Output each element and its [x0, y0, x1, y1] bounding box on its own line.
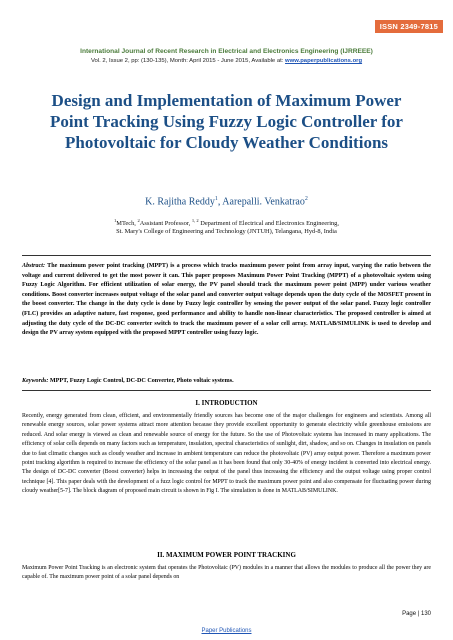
footer-link[interactable]: Paper Publications	[201, 628, 252, 634]
authors-line	[0, 196, 453, 207]
author-2-sup: 2	[304, 196, 308, 202]
aff-sup-3: 1, 2	[191, 218, 199, 223]
journal-name: International Journal of Recent Research in Electrical and Electronics Engineering (IJRREEE)	[80, 48, 373, 55]
page-number: Page | 130	[402, 611, 431, 617]
author-separator: ,	[217, 196, 223, 208]
paper-title: Design and Implementation of Maximum Power Point Tracking Using Fuzzy Logic Controller for Photovoltaic for Cloudy Weather Conditions	[50, 91, 403, 152]
volume-info	[0, 58, 453, 64]
author-1: K. Rajitha Reddy	[145, 196, 215, 208]
volume-text: Vol. 2, Issue 2, pp: (130-135), Month: April 2015 - June 2015, Available at:	[90, 58, 284, 64]
issn-badge: ISSN 2349-7815	[375, 20, 443, 33]
aff-role-2: Assistant Professor,	[139, 220, 192, 228]
author-1-sup: 1	[214, 196, 218, 202]
abstract-label: Abstract:	[22, 263, 46, 269]
keywords-text: MPPT, Fuzzy Logic Control, DC-DC Converter, Photo voltaic systems.	[48, 378, 234, 384]
abstract-top-rule	[22, 255, 431, 256]
affiliation-line-1	[0, 218, 453, 227]
aff-dept: Department of Electrical and Electronics Engineering,	[198, 220, 339, 228]
aff-sup-1: 1	[114, 218, 117, 223]
author-2: Aarepalli. Venkatrao	[222, 196, 305, 208]
aff-sup-2: 2	[137, 218, 140, 223]
section-2-heading: II. MAXIMUM POWER POINT TRACKING	[157, 551, 296, 559]
abstract-text: The maximum power point tracking (MPPT) is a process which tracks maximum power point from array input, varying the ratio between the voltage and current delivered to get the most power it can. This paper proposes Maximum Power Point Tracking (MPPT) of a photovoltaic system using Fuzzy Logic Algorithm. For efficient utilization of solar energy, the PV panel should track the maximum power point (MPP) under various weather conditions. Boost converter increases output voltage of the solar panel and converter output voltage depends upon the duty cycle of the MOSFET present in the boost converter. The change in the duty cycle is done by Fuzzy logic controller by sensing the power output of the solar panel. Fuzzy logic controller (FLC) provides an adaptive nature, fast response, good performance and ability to handle non-linear characteristics. The proposed controller is aimed at adjusting the duty cycle of the DC-DC converter switch to track the maximum power of a solar cell array. MATLAB/SIMULINK is used to develop and design the PV array system equipped with the proposed MPPT controller using fuzzy logic.	[22, 263, 431, 337]
abstract-block	[22, 262, 431, 339]
keywords-block	[22, 378, 431, 384]
section-1-text: Recently, energy generated from clean, efficient, and environmentally friendly sources has become one of the major challenges for engineers and scientists. Among all renewable energy sources, solar power systems attract more attention because they provide excellent opportunity to generate electricity while greenhouse emissions are reduced. And solar energy is viewed as clean and renewable source of energy for the future. So the use of Photovoltaic systems has increased in many applications. The efficiency of solar cells depends on many factors such as temperature, insulation, spectral characteristics of sunlight, dirt, shadow, and so on. Changes in insulation on panels due to fast climatic changes such as cloudy weather and increase in ambient temperature can reduce the photovoltaic (PV) array output power. Therefore a maximum power point tracking algorithm is required to increase the efficiency of the solar panel as it has been found that only 30-40% of energy incident is converted into electrical energy. The design of DC-DC converter (Boost converter) helps in increasing the output of the panel thus increasing the efficiency and the output voltage using proper control technique [4]. This paper deals with the development of a fuzz logic control for MPPT to track the maximum power point and also compensate for fluctuating power during cloudy weather[5-7]. The block diagram of proposed main circuit is shown in Fig I. The simulation is done in MATLAB/SIMULINK.	[22, 413, 431, 495]
abstract-bottom-rule	[22, 390, 431, 391]
journal-url-link[interactable]: www.paperpublications.org	[285, 58, 363, 64]
keywords-label: Keywords:	[22, 378, 49, 384]
aff-role-1: MTech,	[116, 220, 138, 228]
section-2-text: Maximum Power Point Tracking is an electronic system that operates the Photovoltaic (PV) modules in a manner that allows the modules to produce all the power they are capable of. The maximum power point of a solar panel depends on	[22, 565, 431, 581]
section-1-heading: I. INTRODUCTION	[195, 399, 258, 407]
affiliation-line-2: St. Mary's College of Engineering and Technology (JNTUH), Telangana, Hyd-8, India	[116, 228, 337, 235]
